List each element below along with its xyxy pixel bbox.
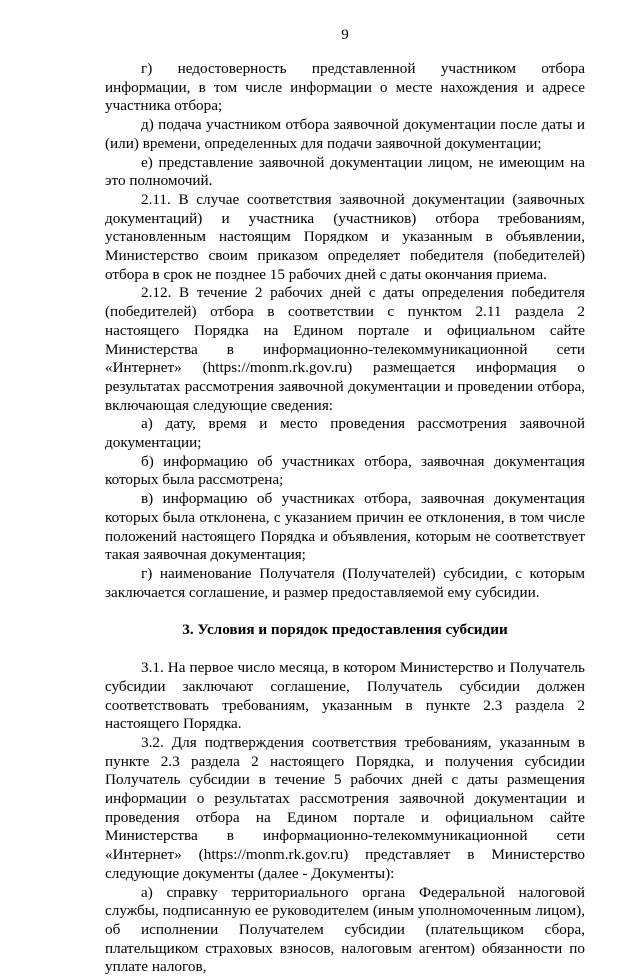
paragraph-item-a: а) дату, время и место проведения рассмотрения заявочной документации; [105,415,585,452]
paragraph-3-2: 3.2. Для подтверждения соответствия требованиям, указанным в пункте 2.3 раздела 2 настоящего Порядка, и получения субсидии Получатель субсидии в течение 5 рабочих дней с даты размещения информации о результатах рассмотрения заявочной документации и проведения отбора на Едином портале и официальном сайте Министерства в информационно-телекоммуникационной сети «Интернет» (https://monm.rk.gov.ru) представляет в Министерство следующие документы (далее - Документы): [105,733,585,882]
paragraph-2-11: 2.11. В случае соответствия заявочной документации (заявочных документаций) и участника (участников) отбора требованиям, установленным настоящим Порядком и указанным в объявлении, Министерство своим приказом определяет победителя (победителей) отбора в срок не позднее 15 рабочих дней с даты окончания приема. [105,190,585,283]
paragraph-item-g2: г) наименование Получателя (Получателей) субсидии, с которым заключается соглашение, и размер предоставляемой ему субсидии. [105,564,585,601]
paragraph-2-12: 2.12. В течение 2 рабочих дней с даты определения победителя (победителей) отбора в соответствии с пунктом 2.11 раздела 2 настоящего Порядка на Едином портале и официальном сайте Министерства в информационно-телекоммуникационной сети «Интернет» (https://monm.rk.gov.ru) размещается информация о результатах рассмотрения заявочной документации и проведении отбора, включающая следующие сведения: [105,284,585,414]
paragraph-item-b: б) информацию об участниках отбора, заявочная документация которых была рассмотрена; [105,452,585,489]
paragraph-item-g: г) недостоверность представленной участником отбора информации, в том числе информации о месте нахождения и адресе участника отбора; [105,60,585,115]
paragraph-item-d: д) подача участником отбора заявочной документации после даты и (или) времени, определенных для подачи заявочной документации; [105,116,585,152]
paragraph-3-2-a: а) справку территориального органа Федеральной налоговой службы, подписанную ее руководителем (иным уполномоченным лицом), об исполнении Получателем субсидии (плательщиком сбора, плательщиком страховых взносов, налоговым агентом) обязанности по уплате налогов, [105,883,585,976]
page-number: 9 [341,27,349,43]
document-body [105,60,585,977]
document-page [105,0,585,976]
paragraph-3-1: 3.1. На первое число месяца, в котором Министерство и Получатель субсидии заключают соглашение, Получатель субсидии должен соответствовать требованиям, указанным в пункте 2.3 раздела 2 настоящего Порядка. [105,659,585,733]
paragraph-item-v: в) информацию об участниках отбора, заявочная документация которых была отклонена, с указанием причин ее отклонения, в том числе положений настоящего Порядка и объявления, которым не соответствует такая заявочная документация; [105,490,585,564]
section-heading: 3. Условия и порядок предоставления субсидии [182,621,508,639]
paragraph-item-e: е) представление заявочной документации лицом, не имеющим на это полномочий. [105,153,585,190]
